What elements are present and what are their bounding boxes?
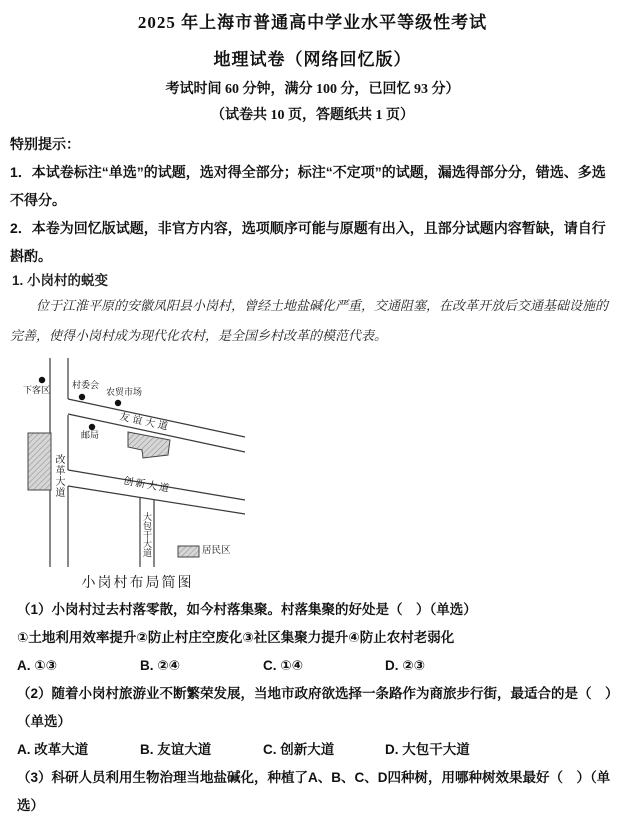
dot-drop-off-area [39, 377, 45, 383]
section-intro-paragraph: 位于江淮平原的安徽凤阳县小岗村，曾经土地盐碱化严重，交通阻塞，在改革开放后交通基础设施的完善，使得小岗村成为现代化农村，是全国乡村改革的模范代表。 [10, 298, 609, 343]
question-2-option-c: C. 创新大道 [263, 742, 335, 757]
map-label-road-youyi: 友谊大道 [118, 411, 172, 434]
map-label-village-committee: 村委会 [72, 380, 100, 390]
map-drawing [15, 355, 345, 570]
question-1-option-d: D. ②③ [385, 658, 426, 673]
legend-swatch-residential [178, 546, 199, 557]
special-notice [10, 130, 615, 270]
dot-farmers-market [115, 400, 121, 406]
section-title: 1. 小岗村的蜕变 [12, 273, 109, 288]
map-label-road-chuangxin: 创新大道 [122, 475, 172, 496]
question-1-option-b: B. ②④ [140, 658, 181, 673]
question-2-option-a: A. 改革大道 [17, 742, 89, 757]
residential-building-shape [128, 432, 170, 458]
map-label-drop-off-area: 下客区 [23, 385, 51, 395]
question-1-statements: ①土地利用效率提升②防止村庄空废化③社区集聚力提升④防止农村老弱化 [17, 630, 455, 645]
question-block [17, 596, 615, 820]
exam-time-score-info: 考试时间 60 分钟，满分 100 分，已回忆 93 分） [165, 82, 460, 97]
question-2-option-b: B. 友谊大道 [140, 742, 212, 757]
map-legend-label: 居民区 [202, 546, 231, 556]
question-2-options [17, 736, 615, 764]
exam-pages-info: （试卷共 10 页，答题纸共 1 页） [211, 108, 414, 123]
exam-title: 2025 年上海市普通高中学业水平等级性考试 [137, 13, 488, 32]
map-label-road-gaige: 改革大道 [53, 454, 64, 498]
question-1-options [17, 652, 615, 680]
notice-item-1: 1．本试卷标注“单选”的试题，选对得全部分；标注“不定项”的试题，漏选得部分分，错选、多选不得分。 [10, 164, 606, 208]
question-1-option-a: A. ①③ [17, 658, 58, 673]
map-label-farmers-market: 农贸市场 [106, 387, 143, 397]
exam-subtitle: 地理试卷（网络回忆版） [213, 50, 412, 69]
map-caption: 小岗村布局简图 [81, 576, 194, 591]
question-1-option-c: C. ①④ [263, 658, 304, 673]
question-3-text: （3）科研人员利用生物治理当地盐碱化，种植了A、B、C、D四种树，用哪种树效果最好（ ）（单选） [17, 770, 611, 813]
question-2-text: （2）随着小岗村旅游业不断繁荣发展，当地市政府欲选择一条路作为商旅步行街，最适合的是（ ）（单选） [17, 686, 612, 729]
question-1-text: （1）小岗村过去村落零散，如今村落集聚。村落集聚的好处是（ ）（单选） [17, 602, 477, 617]
dot-village-committee [79, 394, 85, 400]
notice-item-2: 2．本卷为回忆版试题，非官方内容，选项顺序可能与原题有出入，且部分试题内容暂缺，请自行斟酌。 [10, 220, 606, 264]
question-2-option-d: D. 大包干大道 [385, 742, 470, 757]
map-label-post-office: 邮局 [81, 430, 100, 440]
residential-area-block [28, 433, 51, 490]
map-label-road-dabaogan: 大包干大道 [142, 512, 152, 557]
notice-heading: 特别提示： [10, 136, 80, 152]
village-layout-map [15, 355, 345, 595]
